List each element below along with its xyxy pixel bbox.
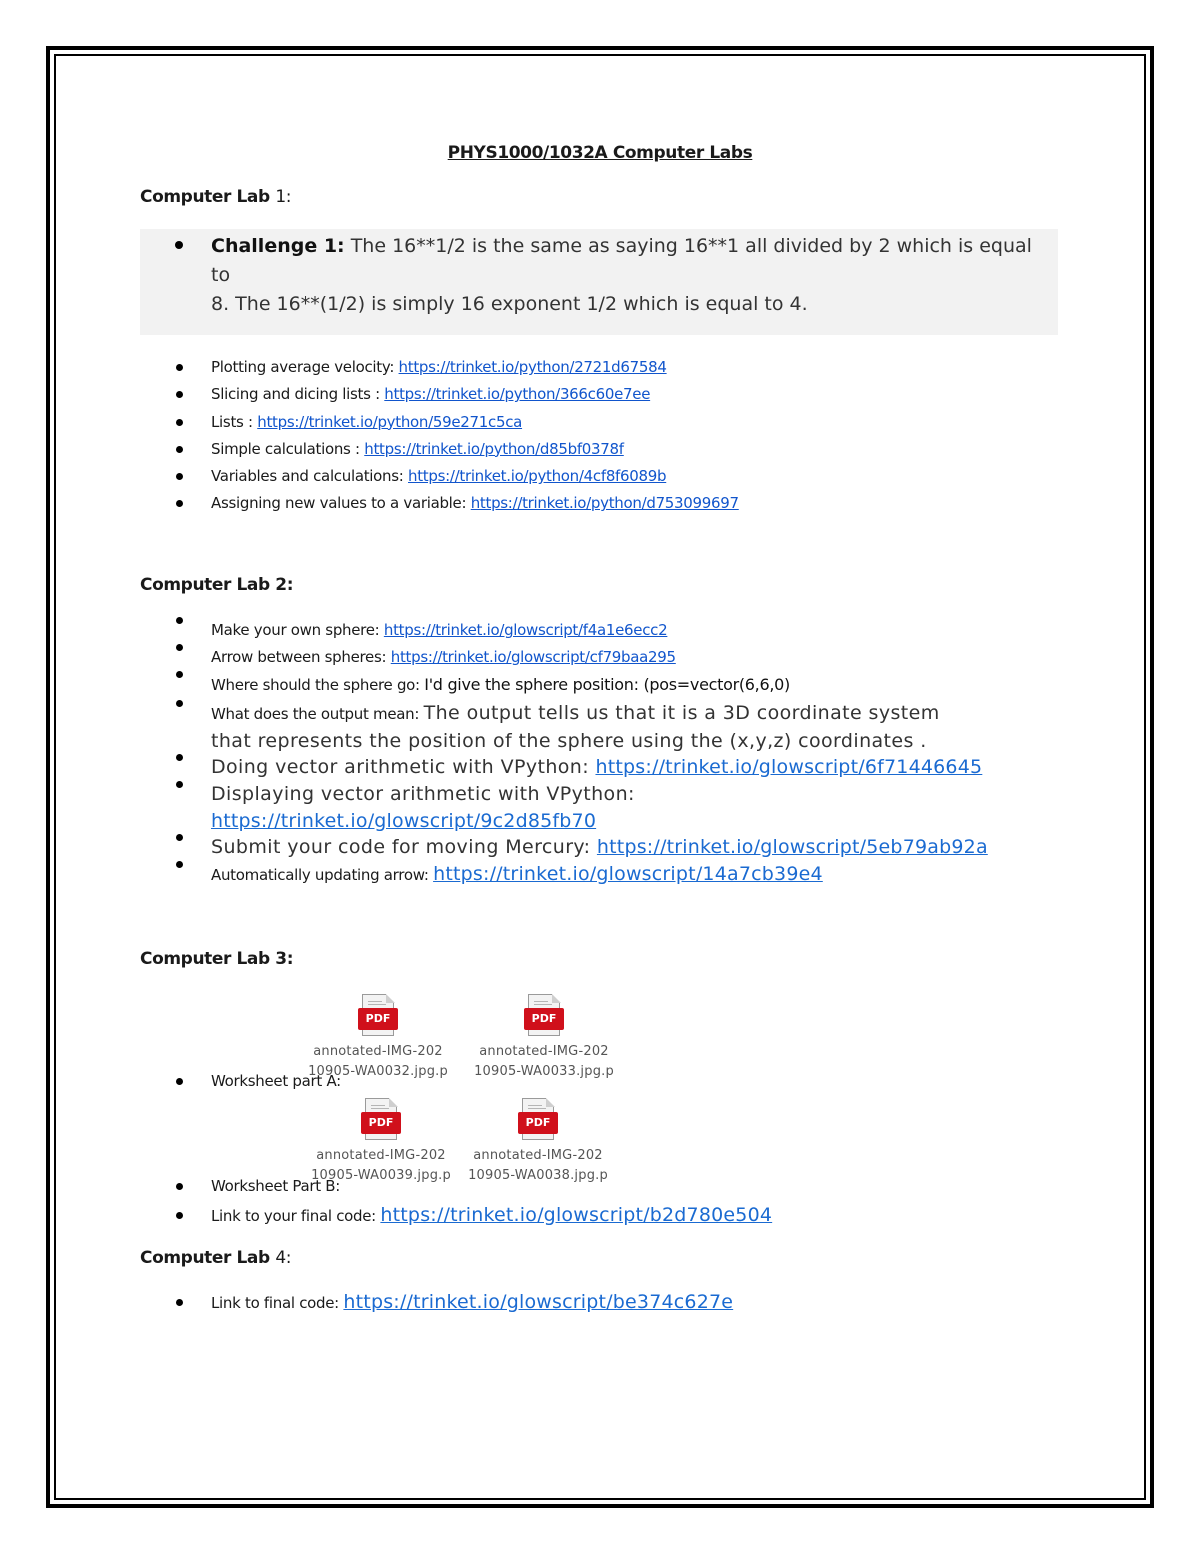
trinket-link[interactable]: https://trinket.io/python/4cf8f6089b [408,467,667,486]
list-item [140,409,739,436]
pdf-file-icon [524,994,564,1038]
list-item [140,671,988,700]
list-item [140,861,988,888]
item-label: Where should the sphere go: [211,676,425,694]
item-answer-continued: that represents the position of the sphere using the (x,y,z) coordinates . [211,730,927,752]
lab1-heading [140,187,291,207]
item-answer: The output tells us that it is a 3D coordinate system [423,702,940,724]
lab1-heading-number: 1: [275,187,292,207]
item-label: Automatically updating arrow: [211,866,434,884]
trinket-link[interactable]: https://trinket.io/python/2721d67584 [398,358,667,376]
list-item [140,354,739,381]
item-label: Variables and calculations: [211,467,408,486]
list-item [140,490,739,517]
list-item [140,617,988,644]
trinket-link[interactable]: https://trinket.io/glowscript/9c2d85fb70 [211,810,597,832]
trinket-link[interactable]: https://trinket.io/python/d753099697 [470,494,739,513]
lab2-link-list [140,617,988,888]
list-item [140,381,739,408]
challenge-1-item [211,232,1051,319]
trinket-link[interactable]: https://trinket.io/glowscript/14a7cb39e4 [433,863,823,885]
trinket-link[interactable]: https://trinket.io/python/59e271c5ca [257,412,523,431]
list-item [140,644,988,671]
pdf-file-icon [358,994,398,1038]
trinket-link[interactable]: https://trinket.io/python/d85bf0378f [364,439,624,458]
trinket-link[interactable]: https://trinket.io/glowscript/b2d780e504 [380,1204,773,1227]
list-item [140,781,988,834]
trinket-link[interactable]: https://trinket.io/glowscript/cf79baa295 [390,648,676,666]
lab1-link-list [140,354,739,518]
lab4-link-list [140,1289,733,1317]
item-label: Displaying vector arithmetic with VPython: [211,783,635,805]
lab4-heading-text: Computer Lab [140,1248,270,1268]
trinket-link[interactable]: https://trinket.io/glowscript/f4a1e6ecc2 [383,621,668,639]
lab4-heading [140,1248,291,1268]
trinket-link[interactable]: https://trinket.io/glowscript/be374c627e [343,1291,734,1313]
trinket-link[interactable]: https://trinket.io/glowscript/5eb79ab92a [596,836,988,858]
item-label: Slicing and dicing lists : [211,385,385,404]
pdf-filename: annotated-IMG-202 10905-WA0032.jpg.p [308,1044,448,1079]
pdf-badge: PDF [524,1008,564,1030]
item-label: Submit your code for moving Mercury: [211,836,597,858]
list-item: Worksheet part A: [140,1068,341,1095]
lab2-heading: Computer Lab 2: [140,575,294,595]
item-answer: I'd give the sphere position: (pos=vector(6,6,0) [424,675,790,694]
list-item [140,700,988,754]
pdf-badge: PDF [361,1112,401,1134]
lab1-heading-text: Computer Lab [140,187,270,207]
item-label: Plotting average velocity: [211,358,399,376]
pdf-badge: PDF [358,1008,398,1030]
lab3-part-b [140,1173,772,1231]
list-item [140,436,739,463]
pdf-filename: annotated-IMG-202 10905-WA0033.jpg.p [474,1044,614,1079]
item-label: Doing vector arithmetic with VPython: [211,756,596,778]
page-title: PHYS1000/1032A Computer Labs [447,143,753,163]
item-label: Make your own sphere: [211,621,384,639]
list-item [140,463,739,490]
pdf-file-icon [518,1098,558,1142]
bullet-icon [175,241,183,249]
list-item [140,834,988,861]
item-label: Link to final code: [211,1294,344,1312]
pdf-filename: annotated-IMG-202 10905-WA0039.jpg.p [311,1148,451,1183]
challenge-label: Challenge 1: [211,235,345,257]
challenge-text-line1: The 16**1/2 is the same as saying 16**1 all divided by 2 which is equal to [211,235,1032,286]
trinket-link[interactable]: https://trinket.io/python/366c60e7ee [384,385,651,404]
lab3-heading: Computer Lab 3: [140,949,294,969]
item-label: Assigning new values to a variable: [211,494,471,513]
lab4-heading-number: 4: [275,1248,292,1268]
item-label: Link to your final code: [211,1207,381,1226]
item-label: Simple calculations : [211,439,365,458]
list-item [140,1289,733,1317]
item-label: Arrow between spheres: [211,648,391,666]
pdf-badge: PDF [518,1112,558,1134]
pdf-filename: annotated-IMG-202 10905-WA0038.jpg.p [468,1148,608,1183]
trinket-link[interactable]: https://trinket.io/glowscript/6f71446645 [595,756,983,778]
list-item: Worksheet Part B: [140,1173,772,1200]
lab3-part-a [140,1068,341,1095]
pdf-file-icon [361,1098,401,1142]
challenge-text-line2: 8. The 16**(1/2) is simply 16 exponent 1/2 which is equal to 4. [211,293,808,315]
item-label: What does the output mean: [211,705,424,723]
pdf-attachment[interactable] [464,994,624,1082]
list-item [140,1202,772,1230]
item-label: Lists : [211,412,258,431]
list-item [140,754,988,781]
